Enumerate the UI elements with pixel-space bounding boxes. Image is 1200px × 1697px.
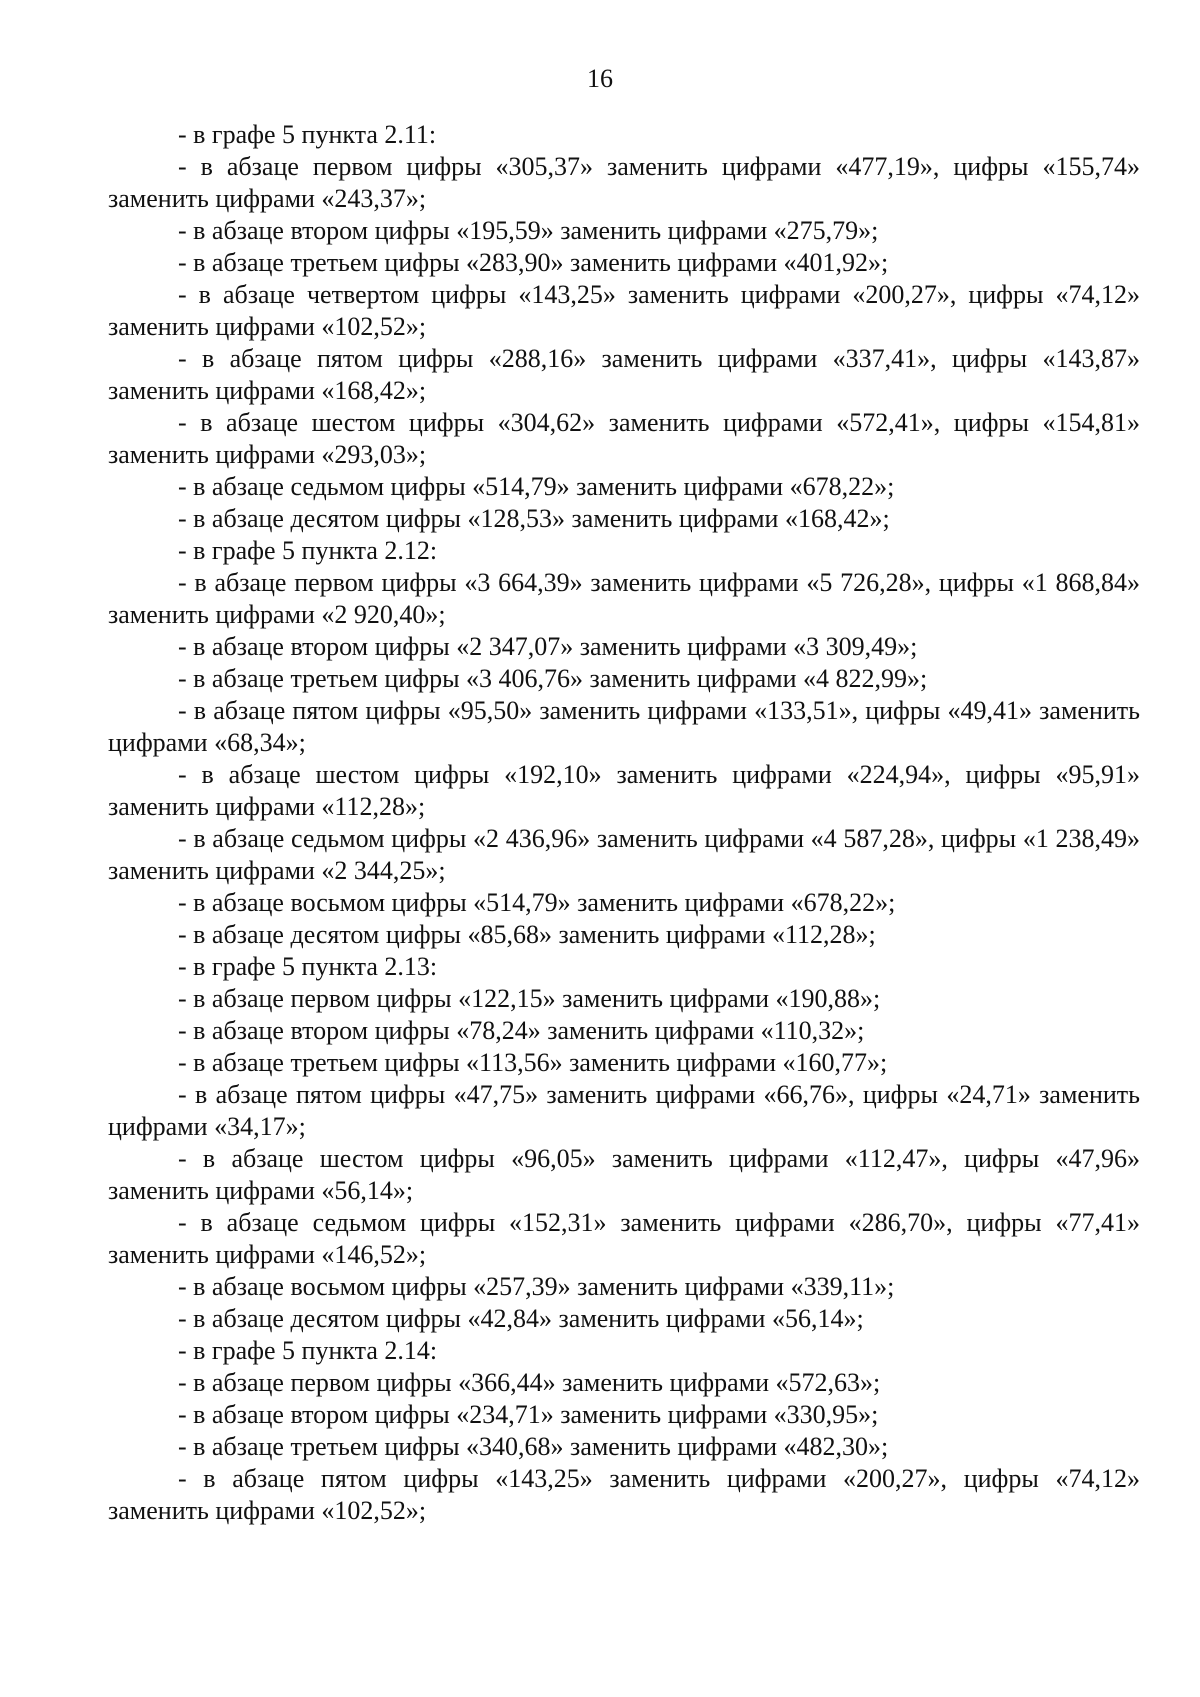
amendment-paragraph: - в абзаце втором цифры «2 347,07» заменить цифрами «3 309,49»; [178,632,918,661]
amendment-paragraph: - в графе 5 пункта 2.14: [178,1336,438,1365]
amendment-paragraph: - в абзаце первом цифры «122,15» заменить цифрами «190,88»; [178,984,881,1013]
amendment-paragraph: - в абзаце четвертом цифры «143,25» заменить цифрами «200,27», цифры «74,12» заменить цифрами «102,52»; [108,280,1140,341]
amendment-paragraph: - в графе 5 пункта 2.11: [178,120,437,149]
amendment-paragraph: - в абзаце первом цифры «3 664,39» заменить цифрами «5 726,28», цифры «1 868,84» заменить цифрами «2 920,40»; [108,568,1140,629]
amendment-paragraph: - в абзаце десятом цифры «85,68» заменить цифрами «112,28»; [178,920,876,949]
amendment-paragraph: - в абзаце седьмом цифры «152,31» заменить цифрами «286,70», цифры «77,41» заменить цифрами «146,52»; [108,1208,1140,1269]
amendment-paragraph: - в абзаце пятом цифры «288,16» заменить цифрами «337,41», цифры «143,87» заменить цифрами «168,42»; [108,344,1140,405]
amendment-paragraph: - в абзаце шестом цифры «304,62» заменить цифрами «572,41», цифры «154,81» заменить цифрами «293,03»; [108,408,1140,469]
amendment-paragraph: - в абзаце восьмом цифры «257,39» заменить цифрами «339,11»; [178,1272,895,1301]
amendment-paragraph: - в абзаце пятом цифры «143,25» заменить цифрами «200,27», цифры «74,12» заменить цифрами «102,52»; [108,1464,1140,1525]
amendment-paragraph: - в абзаце восьмом цифры «514,79» заменить цифрами «678,22»; [178,888,896,917]
amendment-paragraph: - в абзаце седьмом цифры «2 436,96» заменить цифрами «4 587,28», цифры «1 238,49» заменить цифрами «2 344,25»; [108,824,1140,885]
amendment-paragraph: - в абзаце пятом цифры «47,75» заменить цифрами «66,76», цифры «24,71» заменить цифрами «34,17»; [108,1080,1140,1141]
page-number: 16 [587,64,613,93]
amendment-paragraph: - в абзаце первом цифры «305,37» заменить цифрами «477,19», цифры «155,74» заменить цифрами «243,37»; [108,152,1140,213]
amendment-paragraph: - в абзаце шестом цифры «192,10» заменить цифрами «224,94», цифры «95,91» заменить цифрами «112,28»; [108,760,1140,821]
amendment-paragraph: - в абзаце пятом цифры «95,50» заменить цифрами «133,51», цифры «49,41» заменить цифрами «68,34»; [108,696,1140,757]
amendment-paragraph: - в абзаце втором цифры «78,24» заменить цифрами «110,32»; [178,1016,865,1045]
amendment-paragraph: - в абзаце шестом цифры «96,05» заменить цифрами «112,47», цифры «47,96» заменить цифрами «56,14»; [108,1144,1140,1205]
amendment-paragraph: - в абзаце третьем цифры «3 406,76» заменить цифрами «4 822,99»; [178,664,928,693]
amendment-paragraph: - в графе 5 пункта 2.12: [178,536,438,565]
document-body [108,119,1140,1527]
amendment-paragraph: - в абзаце втором цифры «234,71» заменить цифрами «330,95»; [178,1400,879,1429]
amendment-paragraph: - в абзаце первом цифры «366,44» заменить цифрами «572,63»; [178,1368,881,1397]
amendment-paragraph: - в графе 5 пункта 2.13: [178,952,438,981]
amendment-paragraph: - в абзаце десятом цифры «42,84» заменить цифрами «56,14»; [178,1304,864,1333]
amendment-paragraph: - в абзаце седьмом цифры «514,79» заменить цифрами «678,22»; [178,472,895,501]
amendment-paragraph: - в абзаце третьем цифры «113,56» заменить цифрами «160,77»; [178,1048,888,1077]
amendment-paragraph: - в абзаце третьем цифры «283,90» заменить цифрами «401,92»; [178,248,889,277]
amendment-paragraph: - в абзаце десятом цифры «128,53» заменить цифрами «168,42»; [178,504,890,533]
amendment-paragraph: - в абзаце втором цифры «195,59» заменить цифрами «275,79»; [178,216,879,245]
amendment-paragraph: - в абзаце третьем цифры «340,68» заменить цифрами «482,30»; [178,1432,889,1461]
